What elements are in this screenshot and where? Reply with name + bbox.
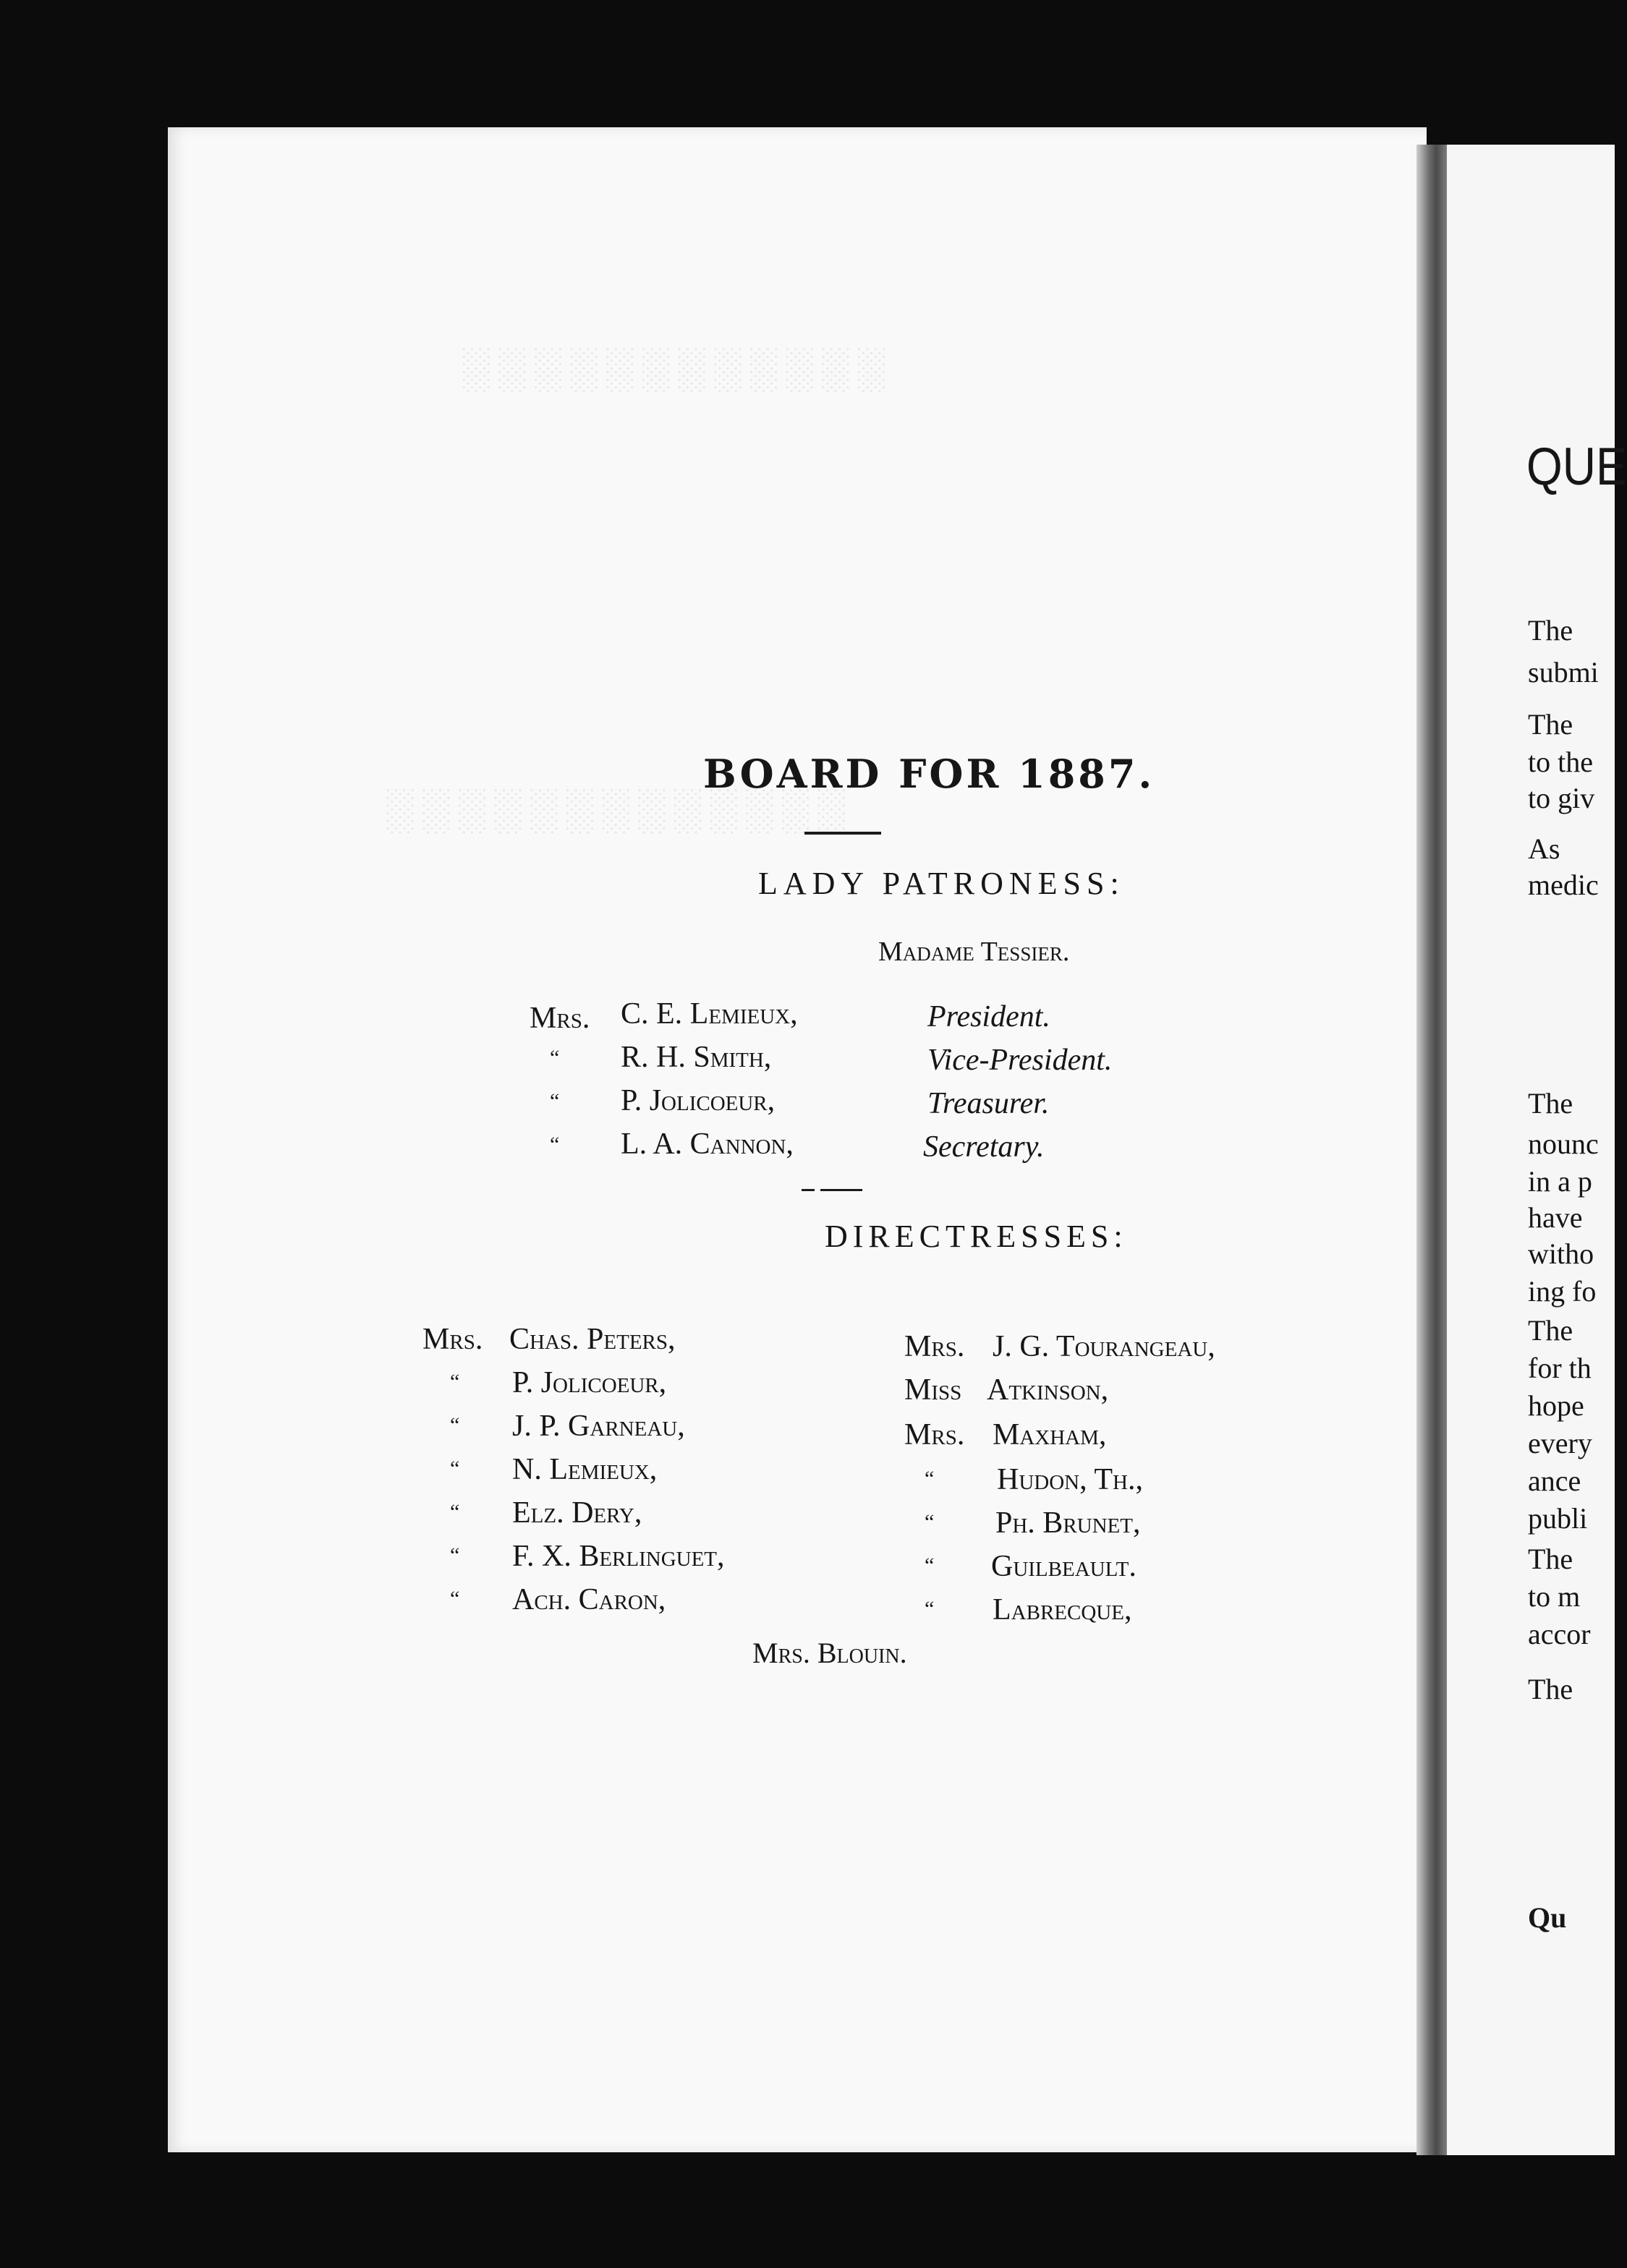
directress-prefix: “ xyxy=(450,1413,460,1437)
lady-patroness-name: Madame Tessier. xyxy=(878,937,1070,967)
text-fragment: The xyxy=(1528,1314,1573,1347)
text-fragment: have xyxy=(1528,1201,1583,1234)
text-fragment: nounc xyxy=(1528,1127,1599,1160)
directress-name: N. Lemieux, xyxy=(512,1453,658,1486)
directress-name: Elz. Dery, xyxy=(512,1496,642,1530)
directress-prefix: Mrs. xyxy=(422,1323,483,1356)
officer-prefix: “ xyxy=(550,1046,560,1070)
lady-patroness-heading: LADY PATRONESS: xyxy=(758,866,1125,901)
text-fragment: ing fo xyxy=(1528,1275,1597,1308)
directress-prefix: “ xyxy=(925,1553,935,1577)
directress-name: Ach. Caron, xyxy=(512,1583,666,1616)
directress-name: Hudon, Th., xyxy=(997,1463,1143,1496)
text-fragment: in a p xyxy=(1528,1165,1592,1198)
directresses-footer: Mrs. Blouin. xyxy=(752,1637,907,1669)
text-fragment: The xyxy=(1528,614,1573,647)
directress-prefix: “ xyxy=(450,1370,460,1394)
officer-name: R. H. Smith, xyxy=(621,1041,772,1074)
directress-prefix: “ xyxy=(450,1500,460,1524)
text-fragment: publi xyxy=(1528,1502,1588,1535)
left-page xyxy=(168,127,1427,2152)
text-fragment: Qu xyxy=(1528,1901,1567,1934)
text-fragment: The xyxy=(1528,708,1573,741)
text-fragment: The xyxy=(1528,1673,1573,1705)
directress-prefix: Mrs. xyxy=(904,1418,965,1451)
officer-role: President. xyxy=(927,1000,1050,1033)
directress-name: F. X. Berlinguet, xyxy=(512,1540,725,1573)
directress-name: Guilbeault. xyxy=(991,1550,1137,1583)
officer-prefix: “ xyxy=(550,1133,560,1156)
directress-prefix: “ xyxy=(925,1467,935,1491)
officers-divider-short xyxy=(802,1189,815,1191)
directress-prefix: “ xyxy=(450,1543,460,1567)
directress-name: P. Jolicoeur, xyxy=(512,1366,667,1399)
board-title: BOARD FOR 1887. xyxy=(703,751,1155,797)
text-fragment: As xyxy=(1528,832,1560,865)
officer-prefix: “ xyxy=(550,1089,560,1113)
text-fragment: ance xyxy=(1528,1465,1581,1497)
directress-name: Ph. Brunet, xyxy=(995,1506,1141,1540)
text-fragment: medic xyxy=(1528,869,1599,901)
text-fragment: to giv xyxy=(1528,782,1595,814)
directress-name: J. G. Tourangeau, xyxy=(993,1330,1215,1363)
officer-prefix: Mrs. xyxy=(530,1002,590,1035)
text-fragment: submi xyxy=(1528,656,1599,688)
directress-prefix: Mrs. xyxy=(904,1330,965,1363)
officer-role: Secretary. xyxy=(923,1130,1045,1164)
directress-prefix: Miss xyxy=(904,1373,962,1407)
directress-prefix: “ xyxy=(450,1457,460,1480)
directress-prefix: “ xyxy=(925,1597,935,1621)
directress-name: Labrecque, xyxy=(993,1593,1132,1627)
officer-name: C. E. Lemieux, xyxy=(621,997,798,1031)
bleed-through-text-lower: ░░░░░░░░░░░░░ xyxy=(385,786,852,832)
text-fragment: accor xyxy=(1528,1618,1591,1650)
directress-prefix: “ xyxy=(925,1510,935,1534)
directress-name: J. P. Garneau, xyxy=(512,1410,685,1443)
officer-name: P. Jolicoeur, xyxy=(621,1084,776,1117)
right-page-heading: QUE xyxy=(1526,436,1627,496)
title-divider xyxy=(804,832,881,835)
text-fragment: hope xyxy=(1528,1389,1584,1422)
text-fragment: every xyxy=(1528,1427,1592,1459)
text-fragment: The xyxy=(1528,1543,1573,1575)
bleed-through-text-upper: ░░░░░░░░░░░░ xyxy=(461,345,893,391)
officer-name: L. A. Cannon, xyxy=(621,1127,794,1161)
text-fragment: witho xyxy=(1528,1237,1594,1270)
directresses-heading: DIRECTRESSES: xyxy=(825,1219,1128,1254)
text-fragment: to m xyxy=(1528,1580,1581,1613)
text-fragment: The xyxy=(1528,1087,1573,1120)
directress-name: Maxham, xyxy=(993,1418,1107,1451)
right-page xyxy=(1447,145,1627,2155)
officer-role: Treasurer. xyxy=(927,1087,1050,1120)
directress-name: Chas. Peters, xyxy=(509,1323,676,1356)
text-fragment: for th xyxy=(1528,1352,1592,1384)
directress-prefix: “ xyxy=(450,1587,460,1611)
officer-role: Vice-President. xyxy=(927,1044,1113,1077)
text-fragment: to the xyxy=(1528,746,1593,778)
directress-name: Atkinson, xyxy=(987,1373,1109,1407)
officers-divider xyxy=(820,1189,862,1191)
